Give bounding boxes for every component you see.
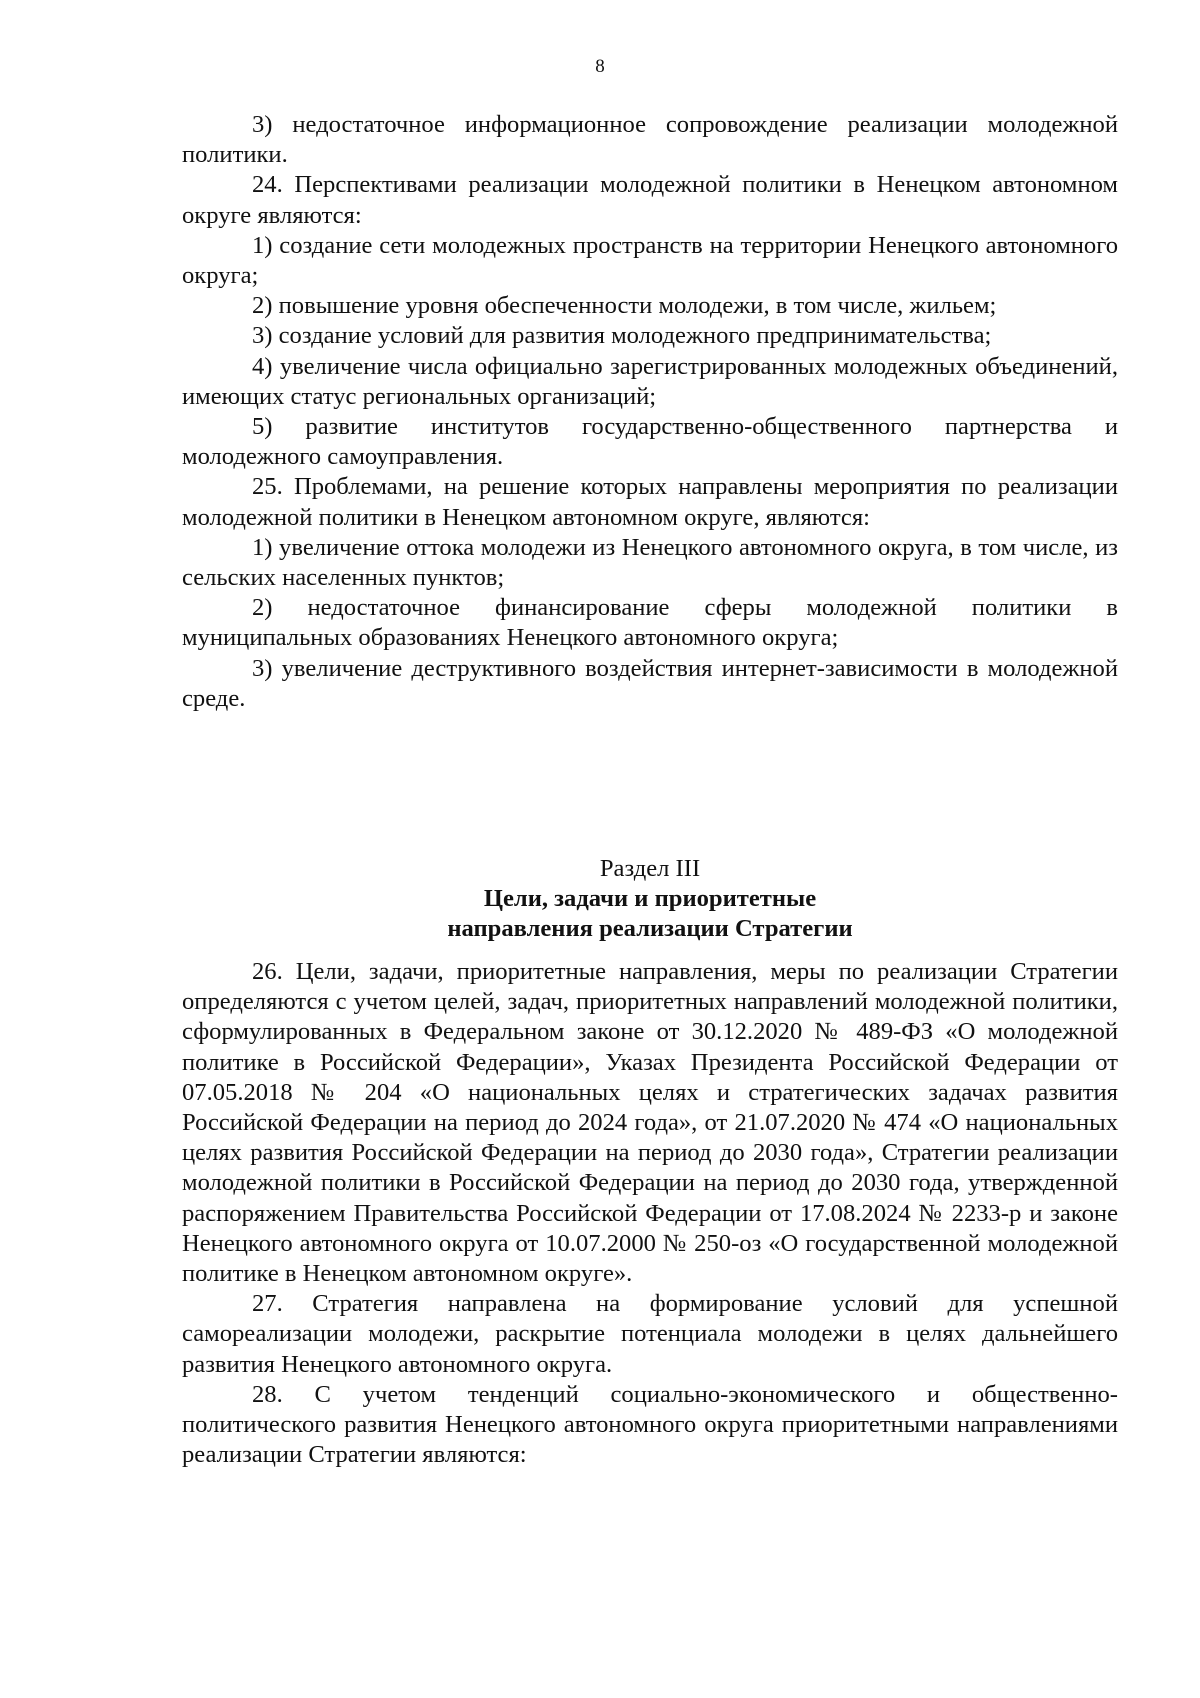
section-title-line-1: Цели, задачи и приоритетные	[483, 885, 817, 913]
section-title-line-2: направления реализации Стратегии	[447, 915, 853, 943]
paragraph-item-3-information-support: 3) недостаточное информационное сопровождение реализации молодежной политики.	[182, 111, 1118, 169]
paragraph-item-2-housing: 2) повышение уровня обеспеченности молодежи, в том числе, жильем;	[252, 292, 997, 320]
section-heading	[182, 854, 1118, 945]
text-block-goals	[182, 957, 1118, 1470]
paragraph-item-1-youth-spaces: 1) создание сети молодежных пространств на территории Ненецкого автономного округа;	[182, 231, 1118, 290]
text-block-perspectives-problems	[182, 110, 1118, 714]
paragraph-item-2-financing: 2) недостаточное финансирование сферы молодежной политики в муниципальных образованиях Ненецкого автономного округа;	[182, 594, 1118, 652]
section-label: Раздел III	[599, 855, 701, 882]
paragraph-28-priority-directions: 28. С учетом тенденций социально-экономического и общественно-политического развития Ненецкого автономного округа приоритетными направлениями реализации Стратегии являются:	[182, 1380, 1118, 1469]
page-number: 8	[595, 56, 605, 77]
paragraph-item-1-outflow: 1) увеличение оттока молодежи из Ненецкого автономного округа, в том числе, из сельских населенных пунктов;	[182, 533, 1118, 592]
paragraph-item-3-entrepreneurship: 3) создание условий для развития молодежного предпринимательства;	[252, 322, 992, 350]
paragraph-24-perspectives: 24. Перспективами реализации молодежной политики в Ненецком автономном округе являются:	[182, 171, 1118, 229]
paragraph-25-problems: 25. Проблемами, на решение которых направлены мероприятия по реализации молодежной политики в Ненецком автономном округе, являются:	[182, 473, 1118, 531]
paragraph-26-goals-basis: 26. Цели, задачи, приоритетные направления, меры по реализации Стратегии определяются с учетом целей, задач, приоритетных направлений молодежной политики, сформулированных в Федеральном законе от 30.12.2020 № 489-ФЗ «О молодежной политике в Российской Федерации», Указах Президента Российской Федерации от 07.05.2018 № 204 «О национальных целях и стратегических задачах развития Российской Федерации на период до 2024 года», от 21.07.2020 № 474 «О национальных целях развития Российской Федерации на период до 2030 года», Стратегии реализации молодежной политики в Российской Федерации на период до 2030 года, утвержденной распоряжением Правительства Российской Федерации от 17.08.2024 № 2233-р и законе Ненецкого автономного округа от 10.07.2000 № 250-оз «О государственной молодежной политике в Ненецком автономном округе».	[182, 958, 1118, 1288]
paragraph-item-4-associations: 4) увеличение числа официально зарегистрированных молодежных объединений, имеющих статус региональных организаций;	[182, 352, 1118, 410]
paragraph-item-5-partnership: 5) развитие институтов государственно-общественного партнерства и молодежного самоуправления.	[182, 413, 1118, 471]
paragraph-27-strategy-aim: 27. Стратегия направлена на формирование условий для успешной самореализации молодежи, раскрытие потенциала молодежи в целях дальнейшего развития Ненецкого автономного округа.	[182, 1290, 1118, 1378]
paragraph-item-3-internet-addiction: 3) увеличение деструктивного воздействия интернет-зависимости в молодежной среде.	[182, 654, 1118, 712]
